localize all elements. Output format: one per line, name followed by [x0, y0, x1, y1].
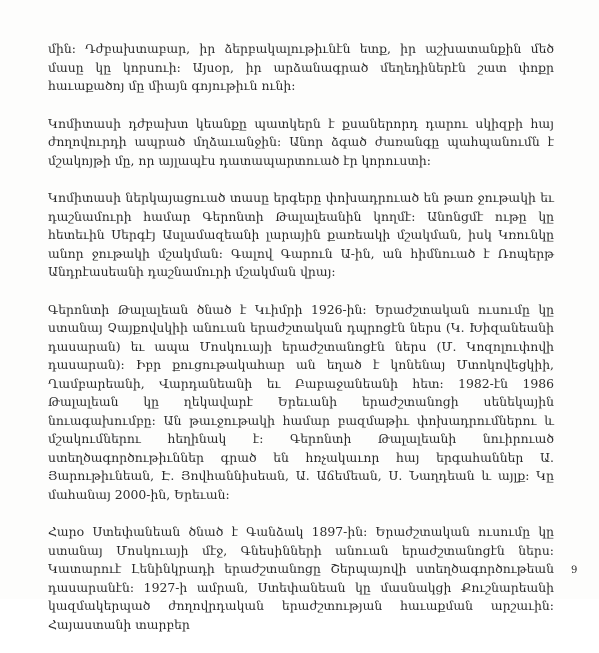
paragraph: մին: Դժբախտաբար, իր ձերբակալութիւնէն ետք, իր աշխատանքին մեծ մասը կը կորսուի: Այսօր, իր արձանագրած մեղեդիներէն շատ փոքր հաւաքածոյ մը միայն գոյութիւն ունի:	[48, 41, 554, 93]
paragraph: Կոմիտասի դժբախտ կեանքը պատկերն է քսաներորդ դարու սկիզբի հայ ժողովուրդի ապրած մղձաւանջին: Անոր ձգած ժառանգը պահպանումն է մշակոյթի մը, որ այլապէս դատապարտուած էր կորուստի:	[48, 115, 554, 168]
paragraph: Հարօ Ստեփանեան ծնած է Գանձակ 1897-ին: Երաժշտական ուսումը կը ստանայ Մոսկուայի մէջ, Գնեսինների անուան երաժշտանոցէն ներս: Կատարուէ Լենինկրադի երաժշտանոցը Շերպայովի ստեղծագործութեան դասարանէն: 1927-ի ամրան, Ստեփանեան կը մասնակցի Քուշնարեանի կազմակերպած ժողովրդական երաժշտության հաւաքման արշաւին: Հայաստանի տարբեր	[48, 524, 554, 632]
body-text	[48, 40, 554, 653]
paragraph: Կոմիտասի ներկայացուած տասը երգերը փոխադրուած են թառ ջութակի եւ դաշնամուրի համար Գերոնտի Թալալեանին կողմէ: Անոնցմէ ութը կը հետեւին Սերգէյ Ասլամազեանի լարային քառեակի մշակման, իսկ Կռունկը անոր ջութակի մշակման: Գալով Գարուն Ա-ին, ան հիմնուած է Ռոպերթ Անդրէասեանի դաշնամուրի մշակման վրայ:	[48, 190, 554, 279]
page-number: 9	[571, 565, 578, 576]
paragraph: Գերոնտի Թալալեան ծնած է Կւիմրի 1926-ին: Երաժշտական ուսումը կը ստանայ Չայքովսկիի անուան երաժշտական դպրոցէն ներս (Կ. Խիզանեանի դասարան) եւ ապա Մոսկուայի երաժշտանոցէն ներս (Մ. Կոզոլուփովի դասարան): Իբր քուցութակահար ան եղած է կոնենայ Մտոկովեցկիի, Ղամբարեանի, Վարդանեանի եւ Բաբաջանեանի հետ: 1982-էն 1986 Թալալեան կը ղեկավարէ Երեւանի երաժշտանոցի սենեկային նուագախումբը: Ան թաւջութակի համար բազմաթիւ փոխադրումներու և մշակումներու հեղինակ է: Գերոնտի Թալալեանի նուիրուած ստեղծագործութիւններ գրած են հռչակաւոր հայ երգահաններ Ա. Յարութիւնեան, Է. Յովհաննիսեան, Ա. Աճեմեան, Ս. Նաղդեան և այլք: Կը մահանայ 2000-ին, Երեւան:	[48, 301, 554, 502]
